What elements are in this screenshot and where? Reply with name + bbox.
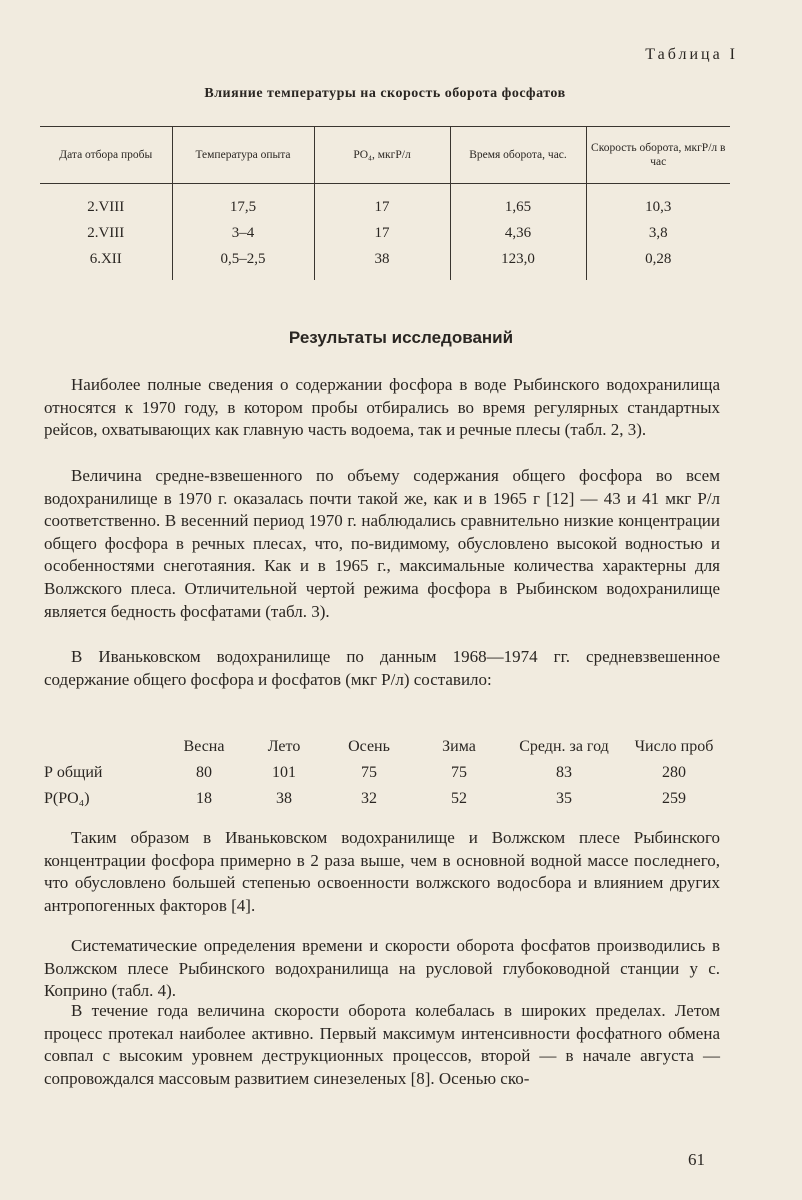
table-title: Влияние температуры на скорость оборота фосфатов (204, 86, 566, 101)
seasonal-row (44, 760, 724, 786)
table-cell: 1,65 (450, 184, 586, 221)
table-cell: 17 (314, 184, 450, 221)
seasonal-header-empty (44, 734, 164, 760)
table-cell: 123,0 (450, 246, 586, 280)
paragraph-3: В Иваньковском водохранилище по данным 1968—1974 гг. средневзвешенное содержание общего фосфора и фосфатов (мкг Р/л) составило: (44, 647, 720, 689)
table-label: Таблица I (645, 46, 738, 63)
paragraph-1: Наиболее полные сведения о содержании фосфора в воде Рыбинского водохранилища относятся к 1970 году, в котором пробы отбирались во время регулярных стандартных рейсов, охватывающих как главную часть водоема, так и речные плесы (табл. 2, 3). (44, 375, 720, 440)
table-cell: 0,28 (586, 246, 730, 280)
page-number: 61 (688, 1150, 705, 1169)
seasonal-cell: 101 (272, 764, 296, 781)
seasonal-row (44, 786, 724, 812)
table-cell: 0,5–2,5 (172, 246, 314, 280)
paragraph-5: Систематические определения времени и скорости оборота фосфатов производились в Волжском плесе Рыбинского водохранилища на русловой глубоководной станции у с. Коприно (табл. 4). (44, 936, 720, 1001)
table-cell: 3–4 (172, 220, 314, 246)
seasonal-header-spring: Весна (183, 738, 225, 755)
table-row (40, 184, 730, 221)
seasonal-header-winter: Зима (442, 738, 476, 755)
seasonal-header-summer: Лето (267, 738, 301, 755)
table-cell: 4,36 (450, 220, 586, 246)
table-cell: 6.XII (89, 250, 122, 267)
phosphate-turnover-table (40, 126, 730, 280)
table-row (40, 220, 730, 246)
table-header-row (40, 127, 730, 184)
header-po4: PO₄, мкгР/л (314, 127, 450, 184)
table-cell: 2.VIII (87, 198, 125, 215)
table-cell: 17,5 (172, 184, 314, 221)
seasonal-cell: 38 (276, 790, 292, 807)
paragraph-4: Таким образом в Иваньковском водохранилище и Волжском плесе Рыбинского концентрации фосфора примерно в 2 раза выше, чем в основной водной массе последнего, что обусловлено большей степенью освоенности волжского водосбора и влиянием других антропогенных факторов [4]. (44, 828, 720, 915)
seasonal-row-label: P(PO₄) (44, 790, 90, 807)
section-heading: Результаты исследований (288, 328, 514, 347)
paragraph-6: В течение года величина скорости оборота колебалась в широких пределах. Летом процесс протекал наиболее активно. Первый максимум интенсивности фосфатного обмена совпал с высоким уровнем деструкционных процессов, второй — в начале августа — сопровождался массовым развитием синезеленых [8]. Осенью ско- (44, 1001, 720, 1088)
seasonal-phosphorus-table (44, 734, 724, 812)
table-cell: 17 (314, 220, 450, 246)
table-cell: 38 (314, 246, 450, 280)
header-sampling-date: Дата отбора пробы (40, 127, 172, 184)
seasonal-cell: 32 (361, 790, 377, 807)
table-cell: 10,3 (586, 184, 730, 221)
seasonal-cell: 75 (361, 764, 377, 781)
paragraph-2: Величина средне-взвешенного по объему содержания общего фосфора во всем водохранилище в 1970 г. оказалась почти такой же, как и в 1965 г [12] — 43 и 41 мкг Р/л соответственно. В весенний период 1970 г. наблюдались сравнительно низкие концентрации общего фосфора в речных плесах, что, по-видимому, обусловлено высокой водностью и особенностями снеготаяния. Как и в 1965 г., максимальные количества характерны для Волжского плеса. Отличительной чертой режима фосфора в Рыбинском водохранилище является бедность фосфатами (табл. 3). (44, 466, 720, 621)
seasonal-cell: 35 (556, 790, 572, 807)
seasonal-row-label: Р общий (44, 764, 103, 781)
table-cell: 3,8 (586, 220, 730, 246)
seasonal-header-annual-mean: Средн. за год (519, 738, 609, 755)
table-cell: 2.VIII (87, 224, 125, 241)
seasonal-cell: 80 (196, 764, 212, 781)
seasonal-header-row (44, 734, 724, 760)
seasonal-cell: 259 (662, 790, 686, 807)
header-temperature: Температура опыта (172, 127, 314, 184)
table-row (40, 246, 730, 280)
header-turnover-rate: Скорость оборота, мкгР/л в час (586, 127, 730, 184)
seasonal-cell: 83 (556, 764, 572, 781)
seasonal-cell: 52 (451, 790, 467, 807)
header-turnover-time: Время оборота, час. (450, 127, 586, 184)
seasonal-header-sample-count: Число проб (634, 738, 714, 755)
seasonal-cell: 280 (662, 764, 686, 781)
seasonal-cell: 18 (196, 790, 212, 807)
seasonal-header-autumn: Осень (348, 738, 390, 755)
seasonal-cell: 75 (451, 764, 467, 781)
